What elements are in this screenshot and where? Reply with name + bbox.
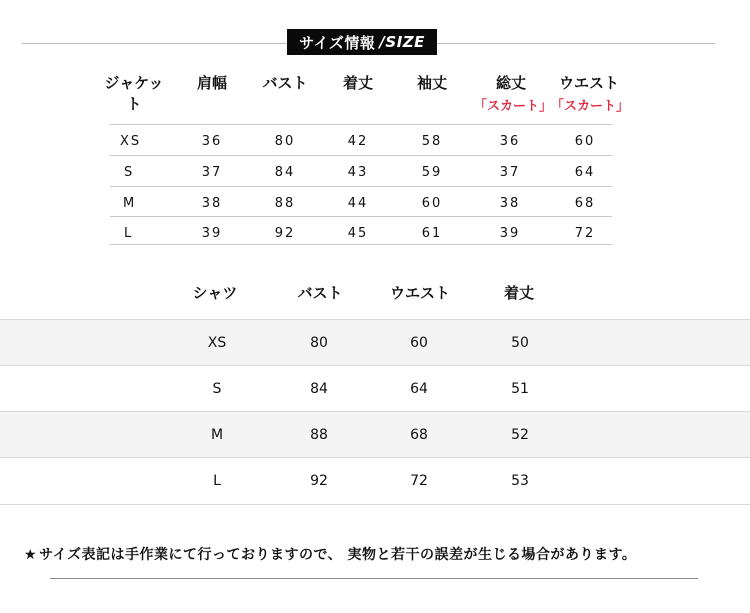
title-ja: サイズ情報 xyxy=(299,33,376,52)
shirt-header-waist: ウエスト xyxy=(389,284,450,302)
jacket-row-divider xyxy=(110,155,612,156)
table-cell: 60 xyxy=(410,335,428,351)
disclaimer-text: サイズ表記は手作業にて行っておりますので、 実物と若干の誤差が生じる場合があります。 xyxy=(39,547,637,563)
table-row xyxy=(110,188,612,219)
table-cell: 80 xyxy=(310,335,328,351)
table-cell: 52 xyxy=(511,427,529,443)
table-cell: 60 xyxy=(574,134,596,149)
table-cell: 36 xyxy=(499,134,521,149)
jacket-row-divider xyxy=(110,216,612,217)
table-cell: 72 xyxy=(410,473,428,489)
size-cell: S xyxy=(212,381,222,397)
star-icon: ★ xyxy=(24,547,38,563)
title-en: /SIZE xyxy=(379,33,425,51)
jacket-header-sleeve: 袖丈 xyxy=(416,74,447,92)
title-rule-right xyxy=(437,43,715,44)
jacket-header-label: ジャケット xyxy=(104,74,164,113)
size-cell: S xyxy=(124,165,135,180)
table-cell: 53 xyxy=(511,473,529,489)
table-cell: 42 xyxy=(347,134,369,149)
table-cell: 39 xyxy=(499,226,521,241)
table-cell: 38 xyxy=(201,196,223,211)
table-row xyxy=(0,366,750,412)
waist-label: ウエスト xyxy=(558,74,619,92)
shirt-header-label: シャツ xyxy=(192,284,238,302)
table-cell: 36 xyxy=(201,134,223,149)
table-cell: 84 xyxy=(274,165,296,180)
jacket-header-total-length xyxy=(474,72,553,114)
table-cell: 43 xyxy=(347,165,369,180)
title-en-text: SIZE xyxy=(385,33,425,51)
table-cell: 39 xyxy=(201,226,223,241)
table-cell: 51 xyxy=(511,381,529,397)
jacket-row-divider xyxy=(110,244,612,245)
table-cell: 45 xyxy=(347,226,369,241)
bottom-rule xyxy=(50,578,698,579)
table-cell: 60 xyxy=(421,196,443,211)
total-length-label: 総丈 xyxy=(495,74,526,92)
shirt-header-length: 着丈 xyxy=(503,284,534,302)
jacket-header-shoulder: 肩幅 xyxy=(196,74,227,92)
table-cell: 37 xyxy=(201,165,223,180)
size-cell: XS xyxy=(120,134,142,149)
shirt-row-divider xyxy=(0,504,750,505)
jacket-header-waist xyxy=(551,72,630,114)
size-cell: XS xyxy=(207,335,227,351)
size-cell: M xyxy=(123,196,137,211)
table-cell: 88 xyxy=(274,196,296,211)
size-cell: L xyxy=(213,473,221,489)
table-cell: 38 xyxy=(499,196,521,211)
table-row xyxy=(110,157,612,188)
size-cell: L xyxy=(124,226,134,241)
table-row xyxy=(0,458,750,504)
table-cell: 92 xyxy=(274,226,296,241)
jacket-row-divider xyxy=(110,186,612,187)
total-length-sublabel: 「スカート」 xyxy=(474,99,553,114)
size-info-title xyxy=(287,29,437,55)
table-cell: 59 xyxy=(421,165,443,180)
table-row xyxy=(110,126,612,157)
table-row xyxy=(0,320,750,366)
table-cell: 68 xyxy=(574,196,596,211)
table-cell: 37 xyxy=(499,165,521,180)
table-row xyxy=(0,412,750,458)
table-cell: 84 xyxy=(310,381,328,397)
title-rule-left xyxy=(22,43,287,44)
table-cell: 88 xyxy=(310,427,328,443)
table-cell: 61 xyxy=(421,226,443,241)
size-disclaimer xyxy=(24,544,636,564)
table-cell: 72 xyxy=(574,226,596,241)
table-cell: 68 xyxy=(410,427,428,443)
jacket-row-divider xyxy=(110,124,612,125)
table-cell: 50 xyxy=(511,335,529,351)
table-cell: 58 xyxy=(421,134,443,149)
table-cell: 64 xyxy=(574,165,596,180)
size-cell: M xyxy=(210,427,224,443)
shirt-header-bust: バスト xyxy=(297,284,343,302)
table-cell: 44 xyxy=(347,196,369,211)
waist-sublabel: 「スカート」 xyxy=(551,99,630,114)
jacket-header-bust: バスト xyxy=(262,74,308,92)
table-cell: 92 xyxy=(310,473,328,489)
table-cell: 64 xyxy=(410,381,428,397)
jacket-header-length: 着丈 xyxy=(342,74,373,92)
table-cell: 80 xyxy=(274,134,296,149)
